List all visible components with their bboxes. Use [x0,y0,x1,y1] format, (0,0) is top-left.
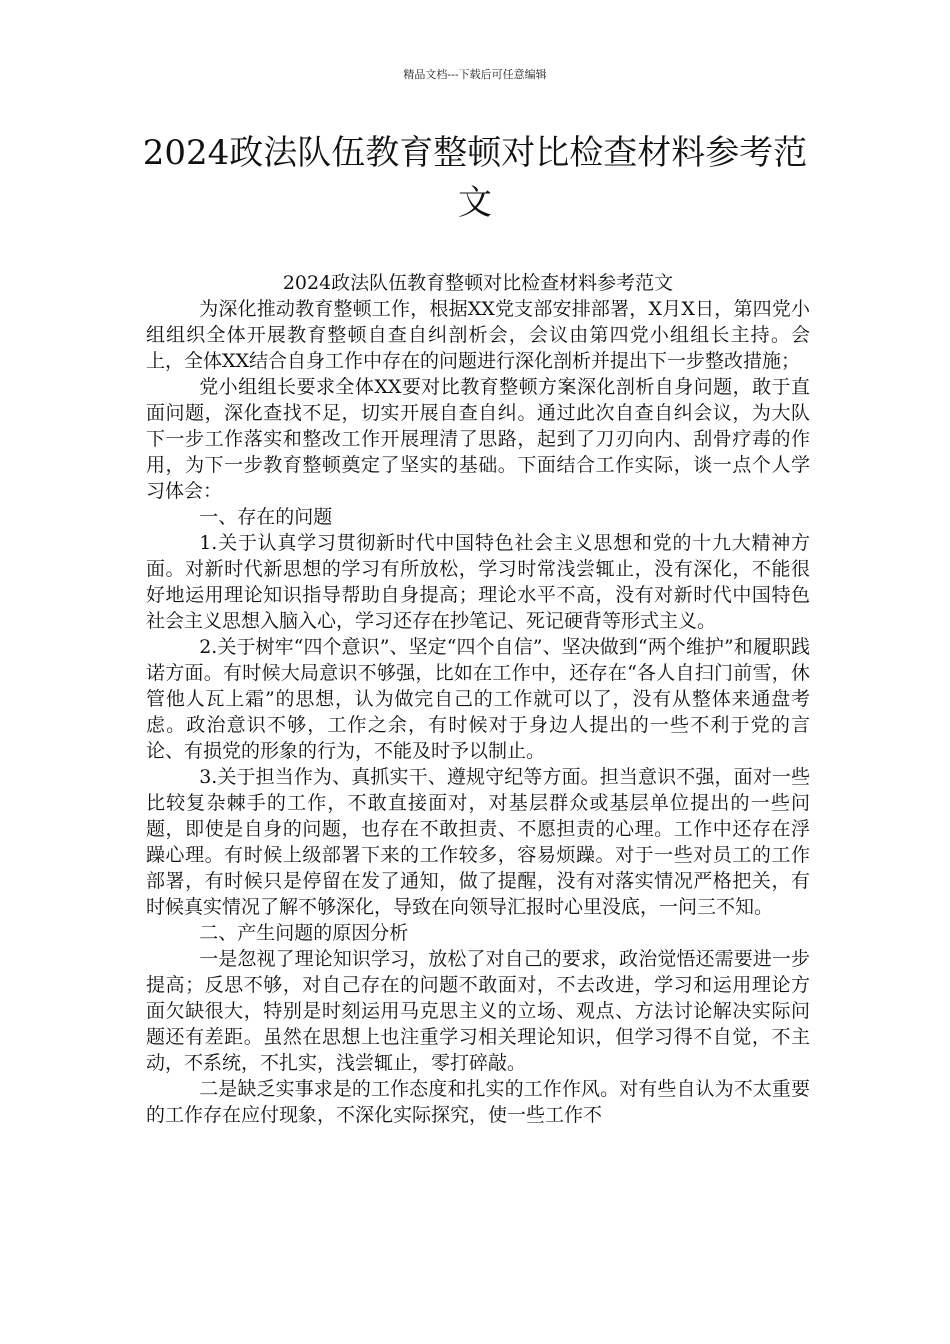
section-heading: 二、产生问题的原因分析 [199,922,409,944]
paragraph: 二是缺乏实事求是的工作态度和扎实的工作作风。对有些自认为不太重要的工作存在应付现象，不深化实际探究，使一些工作不 [146,1078,810,1126]
paragraph: 为深化推动教育整顿工作，根据XX党支部安排部署，X月X日，第四党小组组织全体开展教育整顿自查自纠剖析会，会议由第四党小组组长主持。会上，全体XX结合自身工作中存在的问题进行深化剖析并提出下一步整改措施； [146,298,810,372]
paragraph: 3.关于担当作为、真抓实干、遵规守纪等方面。担当意识不强，面对一些比较复杂棘手的工作，不敢直接面对，对基层群众或基层单位提出的一些问题，即使是自身的问题，也存在不敢担责、不愿担责的心理。工作中还存在浮躁心理。有时候上级部署下来的工作较多，容易烦躁。对于一些对员工的工作部署，有时候只是停留在发了通知，做了提醒，没有对落实情况严格把关，有时候真实情况了解不够深化，导致在向领导汇报时心里没底，一问三不知。 [146,766,810,918]
header-note: 精品文档---下载后可任意编辑 [403,68,547,81]
document-subtitle: 2024政法队伍教育整顿对比检查材料参考范文 [282,272,674,294]
section-heading: 一、存在的问题 [199,506,333,528]
paragraph: 2.关于树牢“四个意识”、坚定“四个自信”、坚决做到“两个维护”和履职践诺方面。有时候大局意识不够强，比如在工作中，还存在“各人自扫门前雪，休管他人瓦上霜”的思想，认为做完自己的工作就可以了，没有从整体来通盘考虑。政治意识不够，工作之余，有时候对于身边人提出的一些不利于党的言论、有损党的形象的行为，不能及时予以制止。 [146,636,810,762]
paragraph: 一是忽视了理论知识学习，放松了对自己的要求，政治觉悟还需要进一步提高；反思不够，对自己存在的问题不敢面对，不去改进，学习和运用理论方面欠缺很大，特别是时刻运用马克思主义的立场、观点、方法讨论解决实际问题还有差距。虽然在思想上也注重学习相关理论知识，但学习得不自觉，不主动，不系统，不扎实，浅尝辄止，零打碎敲。 [146,948,810,1074]
document-title: 2024政法队伍教育整顿对比检查材料参考范文 [142,133,808,223]
document-body [146,270,810,1128]
paragraph: 1.关于认真学习贯彻新时代中国特色社会主义思想和党的十九大精神方面。对新时代新思想的学习有所放松，学习时常浅尝辄止，没有深化，不能很好地运用理论知识指导帮助自身提高；理论水平不高，没有对新时代中国特色社会主义思想入脑入心，学习还存在抄笔记、死记硬背等形式主义。 [146,532,810,632]
paragraph: 党小组组长要求全体XX要对比教育整顿方案深化剖析自身问题，敢于直面问题，深化查找不足，切实开展自查自纠。通过此次自查自纠会议，为大队下一步工作落实和整改工作开展理清了思路，起到了刀刃向内、刮骨疗毒的作用，为下一步教育整顿奠定了坚实的基础。下面结合工作实际，谈一点个人学习体会： [146,376,810,502]
